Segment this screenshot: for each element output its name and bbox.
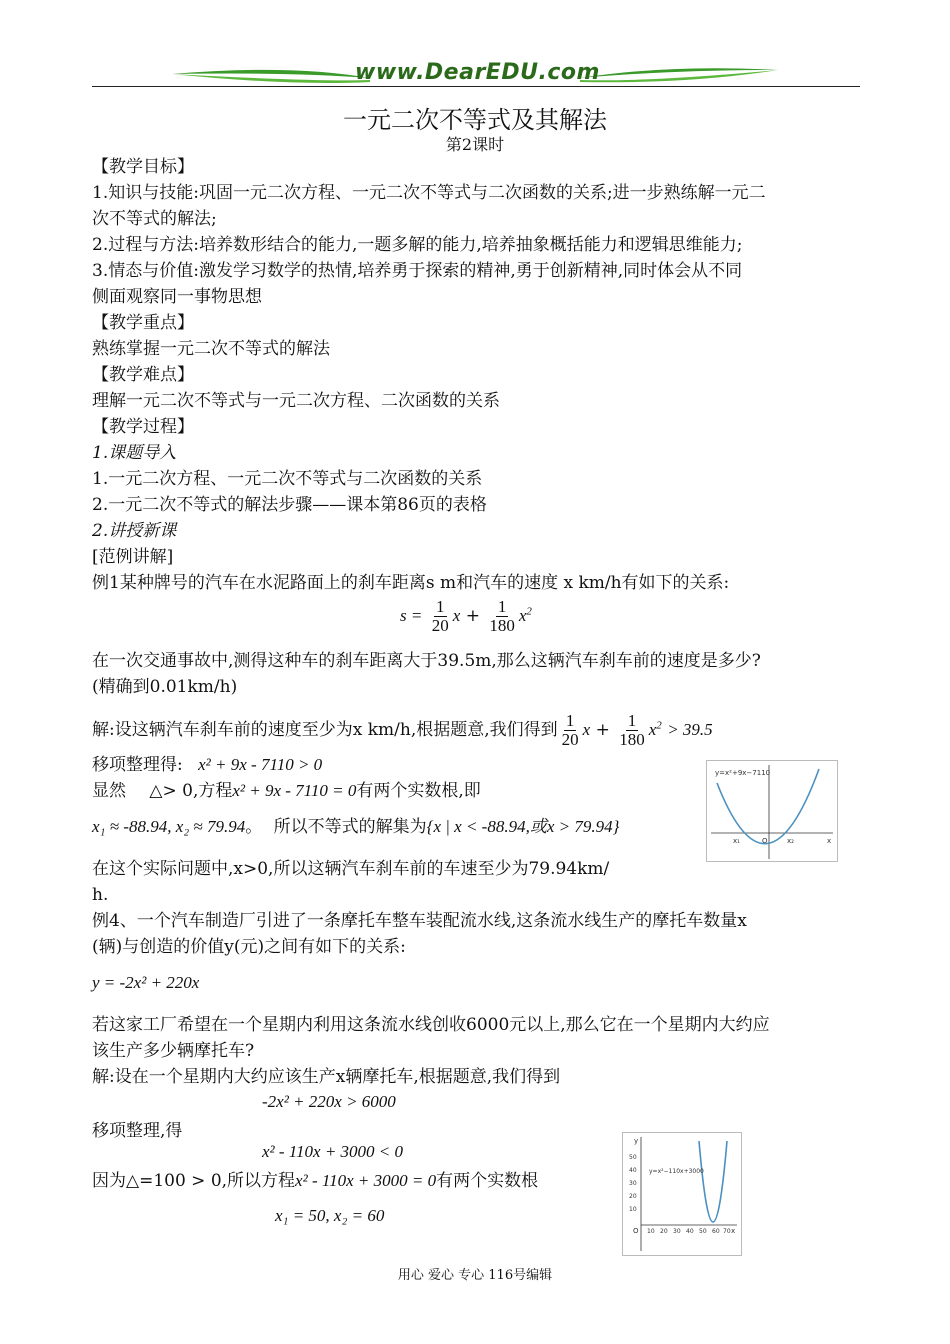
example-1-rearrange — [92, 752, 322, 778]
rearranged-inequality: x² + 9x - 7110 > 0 — [198, 755, 323, 774]
graph-2-axis-y: y — [634, 1137, 639, 1145]
graph-2-axis-x: x — [731, 1227, 736, 1235]
graph-1-tick-x2: x₂ — [787, 837, 794, 845]
graph-1-tick-origin: O — [762, 837, 768, 845]
roots-period: 。 — [245, 817, 263, 837]
example-heading: [范例讲解] — [92, 547, 174, 567]
example-1-solve: 解:设这辆汽车刹车前的速度至少为x km/h,根据题意,我们得到 $\frac{1}{20}$ x + $\frac{1}{180}$ $x^2 > 39.5$ — [92, 711, 713, 749]
graph-2-label: y=x²−110x+3000 — [649, 1168, 704, 1175]
page-footer: 用心 爱心 专心 116号编辑 — [397, 1268, 553, 1283]
two-roots-text: 有两个实数根,即 — [356, 781, 481, 801]
goal-3-line-a: 3.情态与价值:激发学习数学的热情,培养勇于探索的精神,勇于创新精神,同时体会从不同 — [92, 261, 743, 281]
graph-2-ytick-20: 20 — [629, 1193, 637, 1200]
parabola-graph-2 — [622, 1132, 742, 1256]
goals-heading: 【教学目标】 — [92, 157, 194, 177]
example-4-inequality-1: -2x² + 220x > 6000 — [262, 1092, 396, 1111]
graph-2-xtick-40: 40 — [686, 1228, 694, 1235]
example-4-solve: 解:设在一个星期内大约应该生产x辆摩托车,根据题意,我们得到 — [92, 1067, 561, 1087]
graph-1-tick-x: x — [827, 837, 832, 845]
because-text: 因为△=100 > 0,所以方程 — [92, 1171, 296, 1191]
graph-1-label: y=x²+9x−7110 — [715, 769, 771, 777]
key-heading: 【教学重点】 — [92, 313, 194, 333]
page-title: 一元二次不等式及其解法 — [343, 106, 607, 134]
goal-2: 2.过程与方法:培养数形结合的能力,一题多解的能力,培养抽象概括能力和逻辑思维能力; — [92, 235, 743, 255]
solution-set-prefix: 所以不等式的解集为 — [273, 817, 427, 837]
step-2-title: 2.讲授新课 — [92, 521, 177, 541]
graph-2-xtick-60: 60 — [712, 1228, 720, 1235]
graph-2-ytick-10: 10 — [629, 1206, 637, 1213]
process-heading: 【教学过程】 — [92, 417, 194, 437]
graph-2-ytick-50: 50 — [629, 1154, 637, 1161]
parabola-graph-1 — [706, 760, 838, 862]
example-4-formula: y = -2x² + 220x — [92, 973, 200, 992]
equation: x² + 9x - 7110 = 0 — [232, 781, 357, 800]
graph-2-origin: O — [633, 1227, 639, 1235]
equation-4: x² - 110x + 3000 = 0 — [295, 1171, 437, 1190]
goal-1-line-b: 次不等式的解法; — [92, 209, 217, 229]
delta-text: △> 0,方程 — [149, 781, 233, 801]
example-4-intro-a: 例4、一个汽车制造厂引进了一条摩托车整车装配流水线,这条流水线生产的摩托车数量x — [92, 911, 747, 931]
example-4-intro-b: (辆)与创造的价值y(元)之间有如下的关系: — [92, 937, 406, 957]
example-1-precision: (精确到0.01km/h) — [92, 677, 238, 697]
step-1-item-a: 1.一元二次方程、一元二次不等式与二次函数的关系 — [92, 469, 483, 489]
solution-set: {x | x < -88.94,或x > 79.94} — [426, 817, 620, 836]
goal-3-line-b: 侧面观察同一事物思想 — [92, 287, 262, 307]
key-text: 熟练掌握一元二次不等式的解法 — [92, 339, 330, 359]
example-1-conclusion-b: h. — [92, 885, 109, 905]
example-1-roots — [92, 814, 619, 840]
graph-2-xtick-20: 20 — [660, 1228, 668, 1235]
step-1-item-b: 2.一元二次不等式的解法步骤——课本第86页的表格 — [92, 495, 487, 515]
example-4-question-b: 该生产多少辆摩托车? — [92, 1041, 255, 1061]
example-4-roots: x₁ = 50, x₂ = 60 — [275, 1206, 385, 1225]
obviously-label: 显然 — [92, 781, 126, 801]
example-4-because — [92, 1168, 538, 1194]
graph-1-tick-x1: x₁ — [733, 837, 740, 845]
example-1-formula: s = $\frac{1}{20}$ x + $\frac{1}{180}$ $x^2$ — [400, 597, 532, 635]
formula-lhs: s = — [400, 606, 423, 625]
header-rule — [92, 86, 860, 87]
example-4-rearrange: 移项整理,得 — [92, 1121, 183, 1141]
difficulty-text: 理解一元二次不等式与一元二次方程、二次函数的关系 — [92, 391, 500, 411]
two-roots-text-4: 有两个实数根 — [436, 1171, 539, 1191]
graph-2-xtick-30: 30 — [673, 1228, 681, 1235]
parabola-1-svg — [707, 761, 837, 861]
graph-2-xtick-10: 10 — [647, 1228, 655, 1235]
example-4-inequality-2: x² - 110x + 3000 < 0 — [262, 1142, 404, 1161]
example-1-delta — [92, 778, 481, 804]
roots-values: x₁ ≈ -88.94, x₂ ≈ 79.94 — [92, 817, 246, 836]
difficulty-heading: 【教学难点】 — [92, 365, 194, 385]
graph-2-xtick-50: 50 — [699, 1228, 707, 1235]
example-1-conclusion-a: 在这个实际问题中,x>0,所以这辆汽车刹车前的车速至少为79.94km/ — [92, 859, 610, 879]
site-url: www.DearEDU.com — [355, 60, 600, 85]
page-subtitle: 第2课时 — [445, 135, 505, 154]
graph-2-xtick-70: 70 — [723, 1228, 731, 1235]
rearrange-label: 移项整理得: — [92, 755, 183, 775]
solve-text: 解:设这辆汽车刹车前的速度至少为x km/h,根据题意,我们得到 — [92, 720, 558, 740]
solve-rhs: > 39.5 — [667, 720, 713, 739]
example-1-question: 在一次交通事故中,测得这种车的刹车距离大于39.5m,那么这辆汽车刹车前的速度是多少? — [92, 651, 761, 671]
example-4-question-a: 若这家工厂希望在一个星期内利用这条流水线创收6000元以上,那么它在一个星期内大约应 — [92, 1015, 770, 1035]
graph-2-ytick-30: 30 — [629, 1180, 637, 1187]
goal-1-line-a: 1.知识与技能:巩固一元二次方程、一元二次不等式与二次函数的关系;进一步熟练解一元二 — [92, 183, 766, 203]
example-1-intro: 例1某种牌号的汽车在水泥路面上的刹车距离s m和汽车的速度 x km/h有如下的关系: — [92, 573, 730, 593]
graph-2-ytick-40: 40 — [629, 1167, 637, 1174]
step-1-title: 1.课题导入 — [92, 443, 177, 463]
parabola-2-svg — [623, 1133, 741, 1255]
